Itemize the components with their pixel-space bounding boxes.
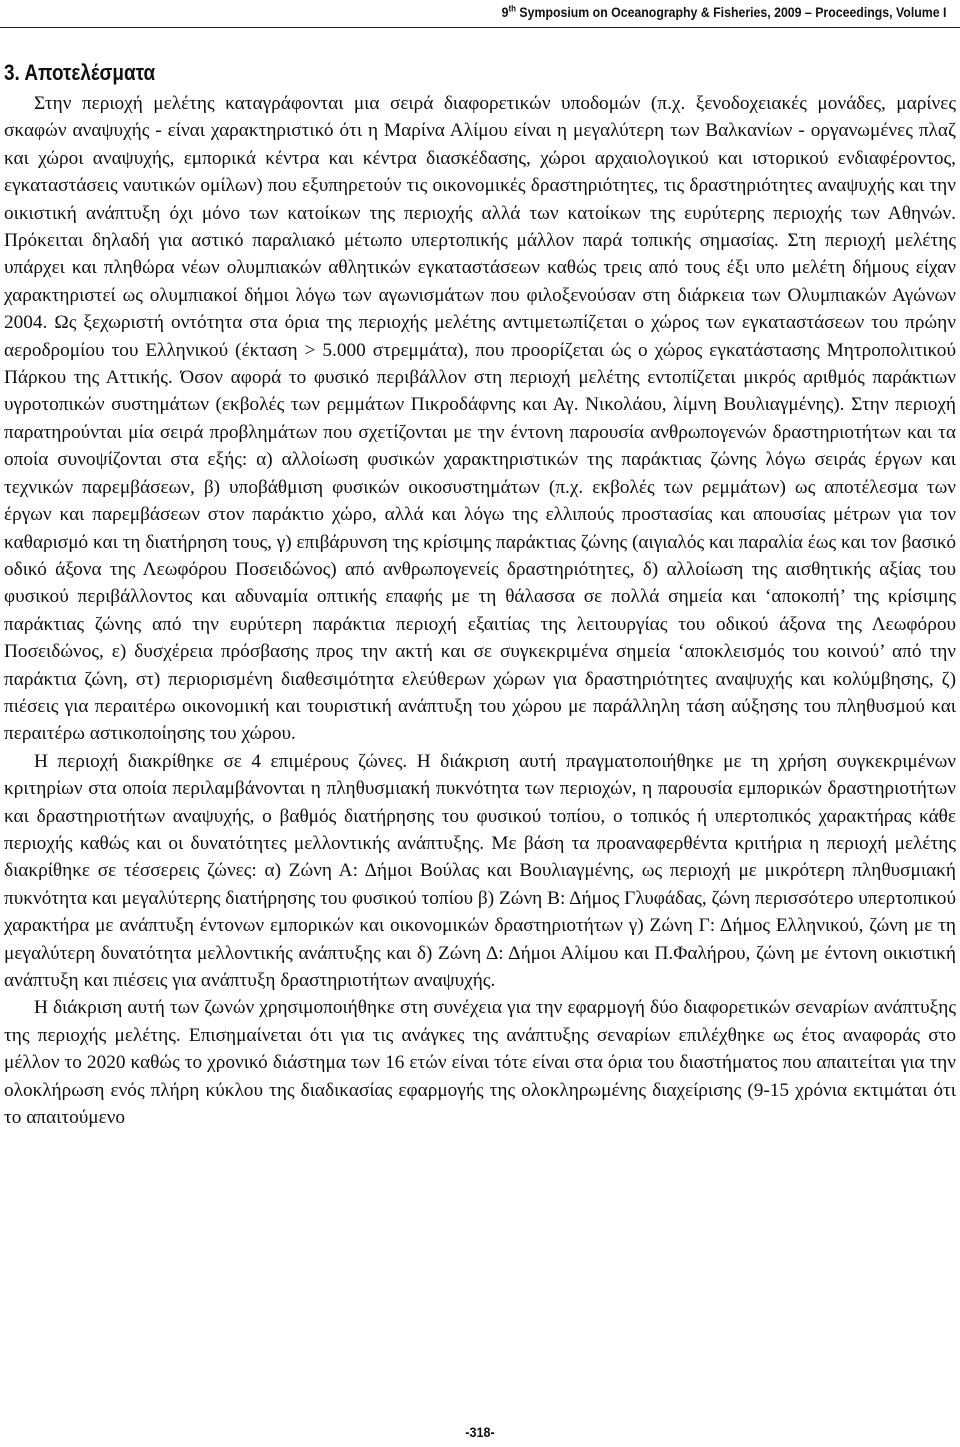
page-number: -318-	[465, 1424, 495, 1440]
paragraph-1: Στην περιοχή μελέτης καταγράφονται μια σειρά διαφορετικών υποδομών (π.χ. ξενοδοχειακές μονάδες, μαρίνες σκαφών αναψυχής - είναι χαρακτηριστικό ότι η Μαρίνα Αλίμου είναι η μεγαλύτερη των Βαλκανίων - οργανωμένες πλαζ και χώροι αναψυχής, εμπορικά κέντρα και κέντρα διασκέδασης, χώροι αρχαιολογικού και ιστορικού ενδιαφέροντος, εγκαταστάσεις ναυτικών ομίλων) που εξυπηρετούν τις οικονομικές δραστηριότητες, τις δραστηριότητες αναψυχής και την οικιστική ανάπτυξη όχι μόνο των κατοίκων της περιοχής αλλά των κατοίκων της ευρύτερης περιοχής των Αθηνών. Πρόκειται δηλαδή για αστικό παραλιακό μέτωπο υπερτοπικής μάλλον παρά τοπικής σημασίας. Στη περιοχή μελέτης υπάρχει και πληθώρα νέων ολυμπιακών αθλητικών εγκαταστάσεων καθώς τρεις από τους έξι υπο μελέτη δήμους είχαν χαρακτηριστεί ως ολυμπιακοί δήμοι λόγω των αγωνισμάτων που φιλοξενούσαν στη διάρκεια των Ολυμπιακών Αγώνων 2004. Ως ξεχωριστή οντότητα στα όρια της περιοχής μελέτης αντιμετωπίζεται ο χώρος των εγκαταστάσεων του πρώην αεροδρομίου του Ελληνικού (έκταση > 5.000 στρεμμάτα), που προορίζεται ώς ο χώρος εγκατάστασης Μητροπολιτικού Πάρκου της Αττικής. Όσον αφορά το φυσικό περιβάλλον στη περιοχή μελέτης εντοπίζεται μικρός αριθμός παράκτιων υγροτοπικών συστημάτων (εκβολές των ρεμμάτων Πικροδάφνης και Αγ. Νικολάου, λίμνη Βουλιαγμένης). Στην περιοχή παρατηρούνται μία σειρά προβλημάτων που σχετίζονται με την έντονη παρουσία ανθρωπογενών δραστηριοτήτων και τα οποία συνοψίζονται στα εξής: α) αλλοίωση φυσικών χαρακτηριστικών της παράκτιας ζώνης λόγω σειράς έργων και τεχνικών παρεμβάσεων, β) υποβάθμιση φυσικών οικοσυστημάτων (π.χ. εκβολές των ρεμμάτων) ως αποτέλεσμα των έργων και παρεμβάσεων στον παράκτιο χώρο, αλλά και λόγω της ελλιπούς προστασίας και απουσίας μέτρων για τον καθαρισμό και τη διατήρηση τους, γ) επιβάρυνση της κρίσιμης παράκτιας ζώνης (αιγιαλός και παραλία έως και τον βασικό οδικό άξονα της Λεωφόρου Ποσειδώνος) από ανθρωπογενείς δραστηριότητες, δ) αλλοίωση της αισθητικής αξίας του φυσικού περιβάλλοντος και αδυναμία οπτικής επαφής με τη θάλασσα σε πολλά σημεία και ‘αποκοπή’ της κρίσιμης παράκτιας ζώνης από την ευρύτερη παράκτια περιοχή εξαιτίας της λειτουργίας του οδικού άξονα της Λεωφόρου Ποσειδώνος, ε) δυσχέρεια πρόσβασης προς την ακτή και σε συγκεκριμένα σημεία ‘αποκλεισμός του κοινού’ από την παράκτια ζώνη, στ) περιορισμένη διαθεσιμότητα ελεύθερων χώρων για δραστηριότητες αναψυχής και κολύμβησης, ζ) πιέσεις για περαιτέρω οικονομική και τουριστική ανάπτυξη του χώρου με παράλληλη τάση αύξησης του πληθυσμού και περαιτέρω αστικοποίησης του χώρου.	[4, 93, 956, 745]
header-rule	[0, 27, 960, 28]
running-head-number: 9	[501, 4, 509, 20]
body-text	[4, 90, 956, 1131]
running-head-text: Symposium on Oceanography & Fisheries, 2009 – Proceedings, Volume I	[515, 4, 946, 20]
running-head	[501, 4, 946, 20]
paragraph-2: Η περιοχή διακρίθηκε σε 4 επιμέρους ζώνες. Η διάκριση αυτή πραγματοποιήθηκε με τη χρήση συγκεκριμένων κριτηρίων στα οποία περιλαμβάνονται η πληθυσμιακή πυκνότητα των περιοχών, η παρουσία εμπορικών δραστηριοτήτων και δραστηριοτήτων αναψυχής, ο βαθμός διατήρησης του φυσικού τοπίου, ο τοπικός ή υπερτοπικός χαρακτήρας κάθε περιοχής καθώς και οι δυνατότητες μελλοντικής ανάπτυξης. Με βάση τα προαναφερθέντα κριτήρια η περιοχή μελέτης διακρίθηκε σε τέσσερεις ζώνες: α) Ζώνη Α: Δήμοι Βούλας και Βουλιαγμένης, ως περιοχή με μικρότερη πληθυσμιακή πυκνότητα και μεγαλύτερης διατήρησης του φυσικού τοπίου β) Ζώνη Β: Δήμος Γλυφάδας, ζώνη περισσότερο υπερτοπικού χαρακτήρα με ανάπτυξη έντονων εμπορικών και οικονομικών δραστηριοτήτων γ) Ζώνη Γ: Δήμος Ελληνικού, ζώνη με τη μεγαλύτερη δυνατότητα μελλοντικής ανάπτυξης και δ) Ζώνη Δ: Δήμοι Αλίμου και Π.Φαλήρου, ζώνη με έντονη οικιστική ανάπτυξη και πιέσεις για ανάπτυξη δραστηριοτήτων αναψυχής.	[4, 750, 956, 991]
paragraph-3: Η διάκριση αυτή των ζωνών χρησιμοποιήθηκε στη συνέχεια για την εφαρμογή δύο διαφορετικών σεναρίων ανάπτυξης της περιοχής μελέτης. Επισημαίνεται ότι για τις ανάγκες της ανάπτυξης σεναρίων επιλέχθηκε ως έτος αναφοράς στο μέλλον το 2020 καθώς το χρονικό διάστημα των 16 ετών είναι τότε είναι στα όρια του διαστήματος που απαιτείται για την ολοκλήρωση ενός πλήρη κύκλου της διαδικασίας εφαρμογής της ολοκληρωμένης διαχείρισης (9-15 χρόνια εκτιμάται ότι το απαιτούμενο	[4, 997, 956, 1129]
section-heading: 3. Αποτελέσματα	[4, 60, 156, 85]
running-head-ordinal: th	[508, 3, 516, 14]
